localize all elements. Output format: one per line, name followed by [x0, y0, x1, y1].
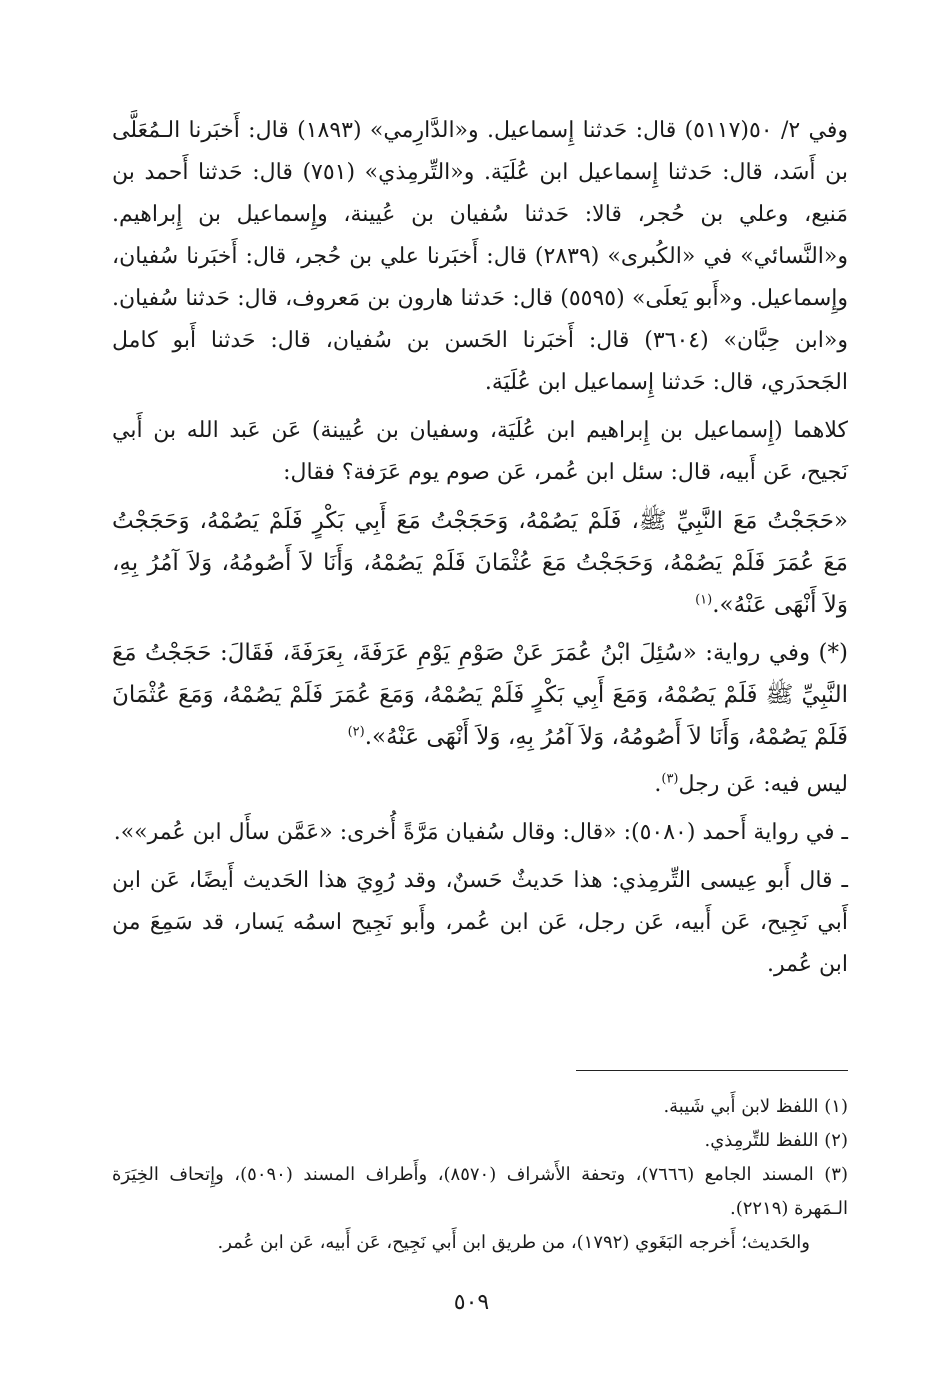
hadith-text: «حَجَجْتُ مَعَ النَّبِيِّ ﷺ، فَلَمْ يَصُمْهُ، وَحَجَجْتُ مَعَ أَبِي بَكْرٍ فَلَمْ يَصُمْهُ، وَحَجَجْتُ مَعَ عُمَرَ فَلَمْ يَصُمْهُ، وَحَجَجْتُ مَعَ عُثْمَانَ فَلَمْ يَصُمْهُ، وَأَنَا لاَ أَصُومُهُ، وَلاَ آمُرُ بِهِ، وَلاَ أَنْهَى عَنْهُ». — [112, 508, 848, 618]
footnote-separator — [576, 1070, 848, 1071]
footnote-ref-3[interactable]: (٣) — [661, 771, 679, 787]
note-line-2: ـ في رواية أَحمد (٥٠٨٠): «قال: وقال سُفيان مَرَّةً أُخرى: «عَمَّن سأَل ابن عُمر»». — [113, 820, 848, 845]
note-1-text: ليس فيه: عَن رجل — [678, 772, 848, 797]
variant-paragraph — [112, 632, 848, 758]
footnotes — [112, 1090, 848, 1260]
note-1-end: . — [654, 772, 662, 797]
footnote-1: (١) اللفظ لابن أَبي شَيبة. — [663, 1096, 848, 1117]
footnote-tail: والحَديث؛ أَخرجه البَغَوي (١٧٩٢)، من طريق ابن أَبي نَجِيح، عَن أَبيه، عَن ابن عُمر. — [217, 1232, 810, 1253]
note-line-3: ـ قال أَبو عِيسى التِّرمِذي: هذا حَديثٌ حَسنٌ، وقد رُوِيَ هذا الحَديث أَيضًا، عَن ابن أَبي نَجِيح، عَن أَبيه، عَن رجل، عَن ابن عُمر، وأَبو نَجِيح اسمُه يَسار، قد سَمِعَ من ابن عُمر. — [112, 868, 848, 977]
sources-paragraph: وفي ٢/ ٥٠(٥١١٧) قال: حَدثنا إِسماعيل. و«الدَّارِمي» (١٨٩٣) قال: أَخبَرنا الـمُعَلَّى بن أَسَد، قال: حَدثنا إِسماعيل ابن عُلَيَة. و«التِّرمِذي» (٧٥١) قال: حَدثنا أَحمد بن مَنيع، وعلي بن حُجر، قالا: حَدثنا سُفيان بن عُيينة، وإِسماعيل بن إِبراهيم. و«النَّسائي» في «الكُبرى» (٢٨٣٩) قال: أَخبَرنا علي بن حُجر، قال: أَخبَرنا سُفيان، وإِسماعيل. و«أَبو يَعلَى» (٥٥٩٥) قال: حَدثنا هارون بن مَعروف، قال: حَدثنا سُفيان. و«ابن حِبَّان» (٣٦٠٤) قال: أَخبَرنا الحَسن بن سُفيان، قال: حَدثنا أَبو كامل الجَحدَري، قال: حَدثنا إِسماعيل ابن عُلَيَة. — [112, 118, 848, 395]
footnote-2: (٢) اللفظ للتِّرمِذي. — [704, 1130, 848, 1151]
chain-paragraph: كلاهما (إِسماعيل بن إِبراهيم ابن عُلَيَة، وسفيان بن عُيينة) عَن عَبد الله بن أَبي نَجيح، عَن أَبيه، قال: سئل ابن عُمر، عَن صوم يوم عَرَفة؟ فقال: — [112, 418, 848, 485]
footnote-ref-1[interactable]: (١) — [695, 592, 713, 608]
main-text — [112, 110, 848, 992]
footnote-ref-2[interactable]: (٢) — [347, 724, 365, 740]
note-line-1 — [112, 764, 848, 806]
page-number: ٥٠٩ — [453, 1290, 490, 1315]
footnote-3: (٣) المسند الجامع (٧٦٦٦)، وتحفة الأَشراف (٨٥٧٠)، وأَطراف المسند (٥٠٩٠)، وإِتحاف الخِيَرَة الـمَهرة (٢٢١٩). — [112, 1164, 848, 1219]
hadith-paragraph — [112, 500, 848, 626]
variant-text: (*) وفي رواية: «سُئِلَ ابْنُ عُمَرَ عَنْ صَوْمِ يَوْمِ عَرَفَةَ، بِعَرَفَةَ، فَقَالَ: حَجَجْتُ مَعَ النَّبِيِّ ﷺ فَلَمْ يَصُمْهُ، وَمَعَ أَبِي بَكْرٍ فَلَمْ يَصُمْهُ، وَمَعَ عُمَرَ فَلَمْ يَصُمْهُ، وَمَعَ عُثْمَانَ فَلَمْ يَصُمْهُ، وَأَنَا لاَ أَصُومُهُ، وَلاَ آمُرُ بِهِ، وَلاَ أَنْهَى عَنْهُ». — [112, 640, 848, 750]
